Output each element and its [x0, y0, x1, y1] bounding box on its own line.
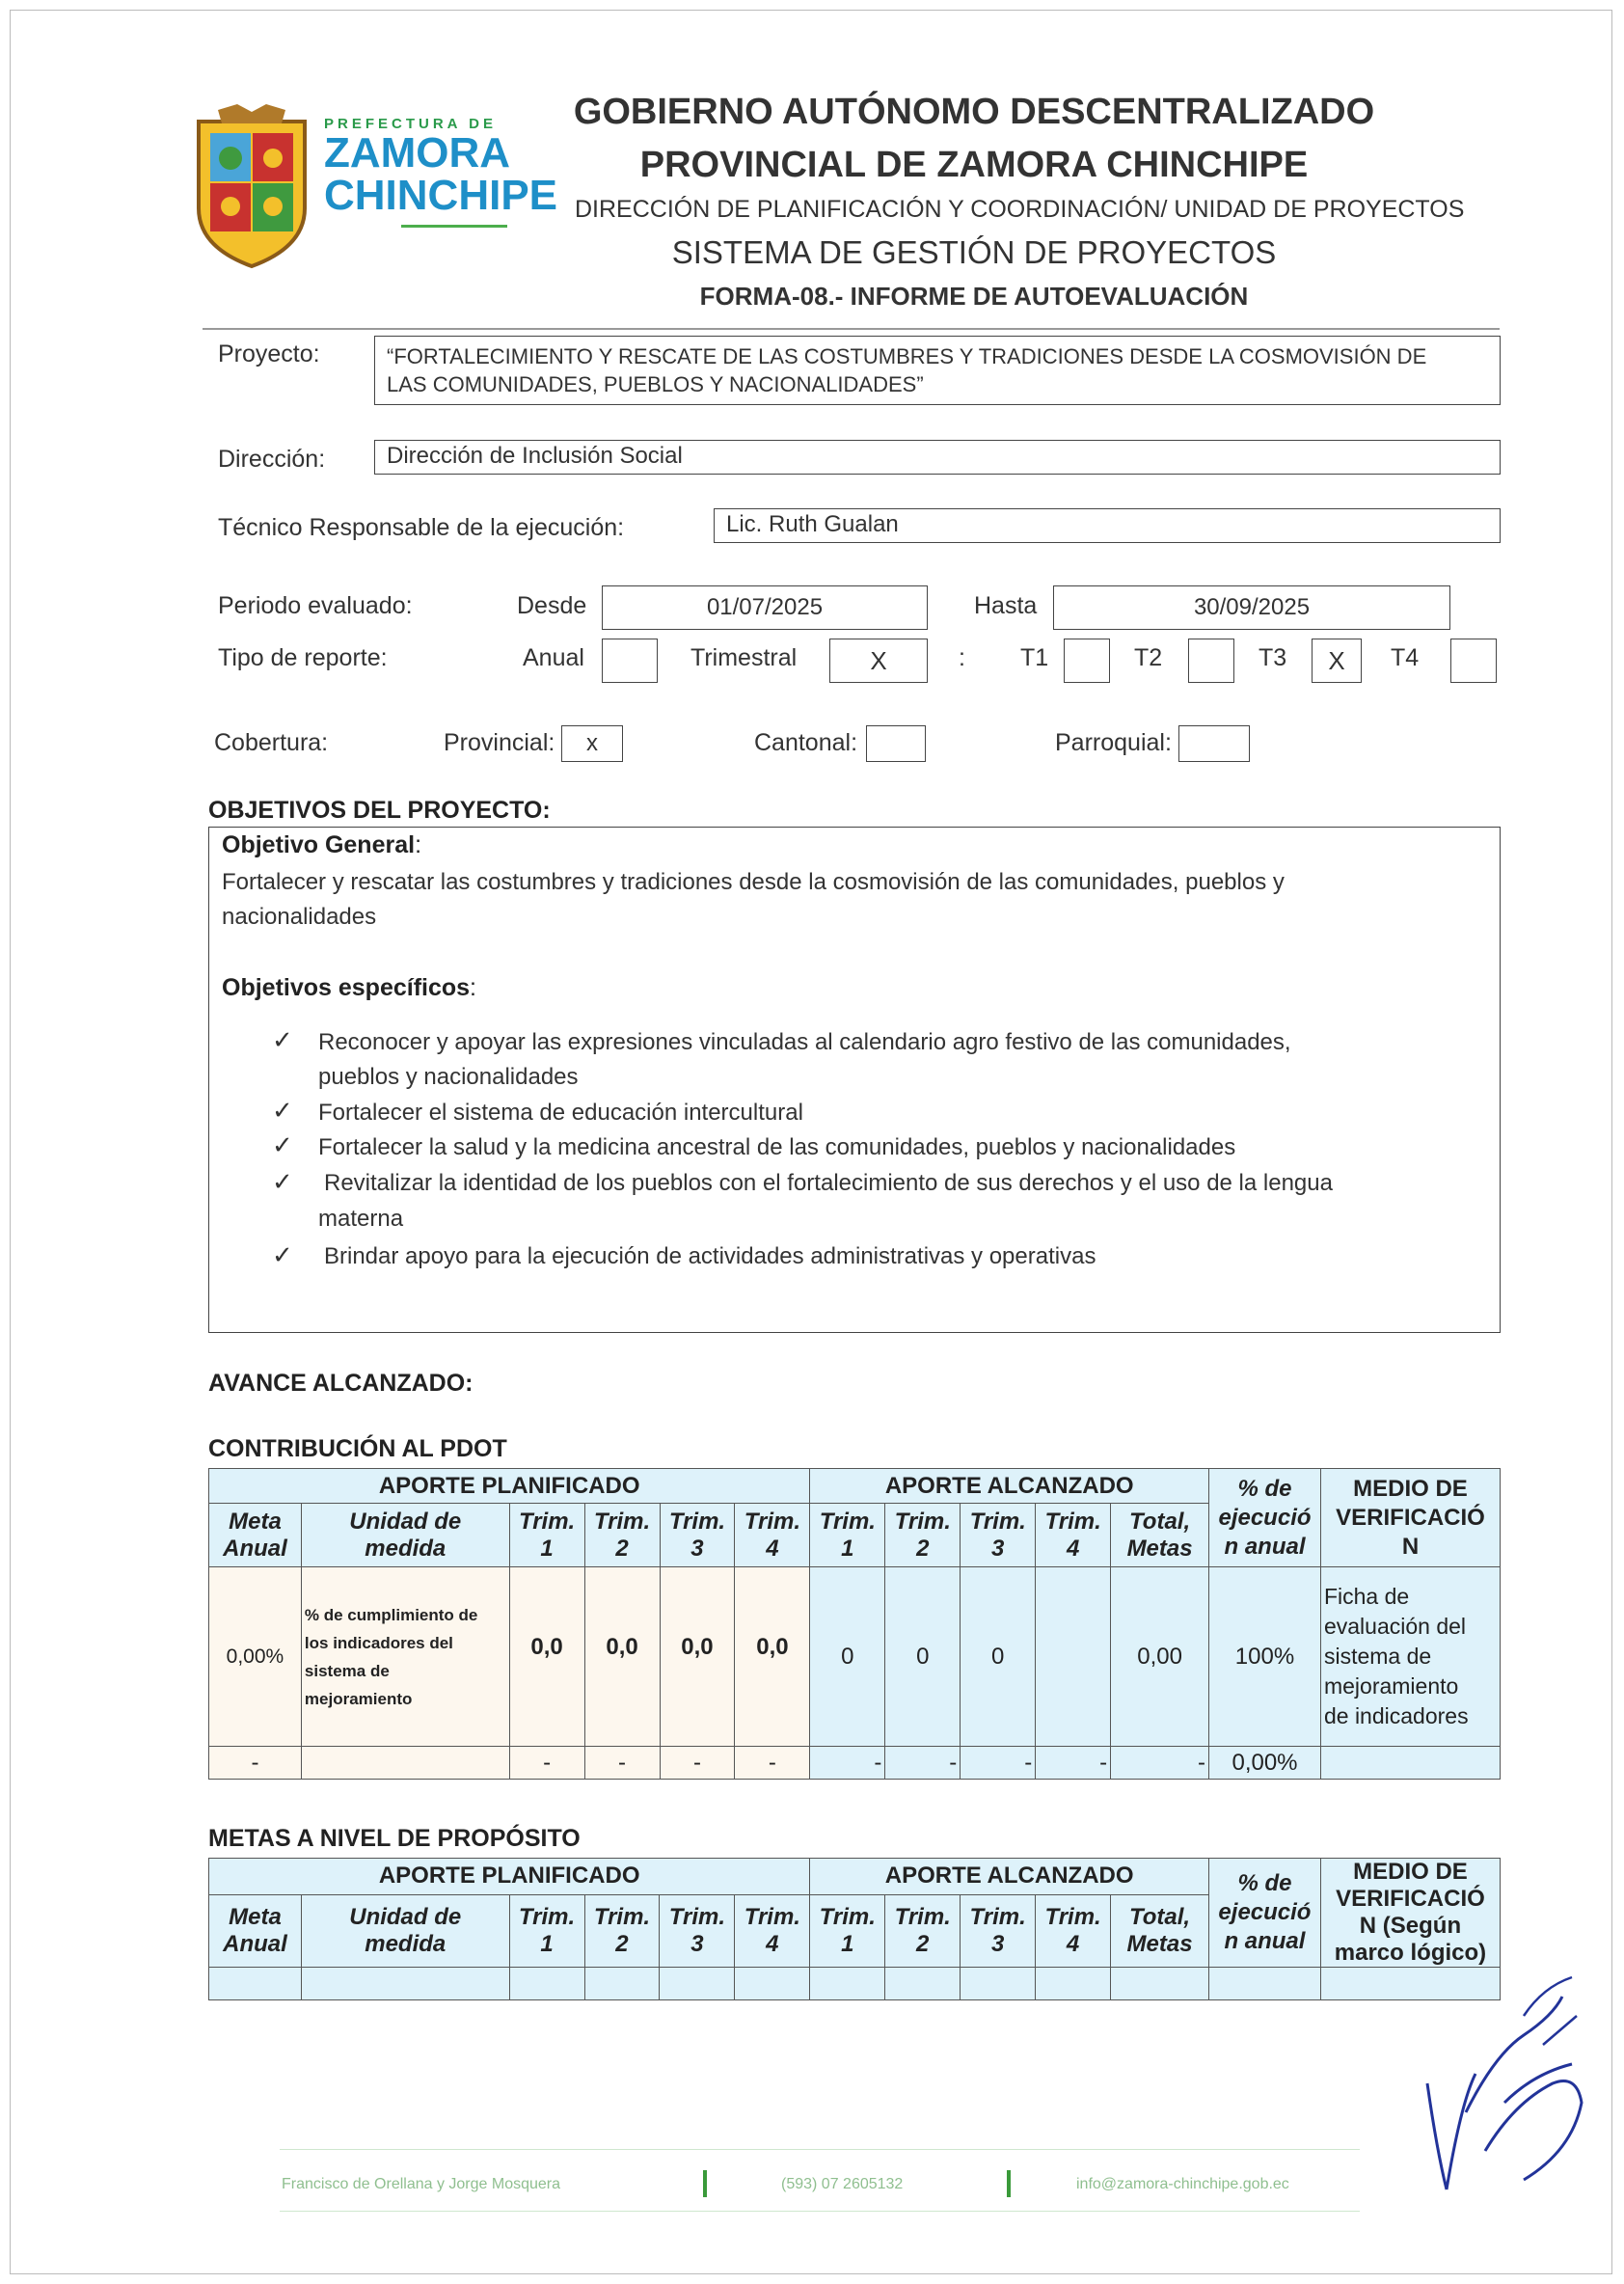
handwritten-signature [1408, 1958, 1601, 2209]
trim-label: Trim. [744, 1508, 801, 1535]
trim-number: 4 [1066, 1535, 1080, 1562]
prefectura-logo [189, 102, 314, 271]
objetivo-general-line-1: Fortalecer y rescatar las costumbres y tradiciones desde la cosmovisión de las comunidades, pueblos y [222, 869, 1285, 895]
cell-pct-ejecucion: 100% [1209, 1567, 1321, 1747]
cell-empty [1208, 1968, 1320, 2000]
cell-empty [584, 1968, 660, 2000]
header-alc-trim-2 [885, 1894, 961, 1967]
total-plan-4: - [735, 1747, 810, 1780]
trim-label: Trim. [819, 1903, 876, 1930]
objetivo-general-heading [222, 831, 421, 859]
brand-text [324, 116, 557, 228]
cell-alc-trim-4 [1036, 1567, 1111, 1747]
tipo-label: Tipo de reporte: [218, 644, 388, 671]
trim-label: Trim. [894, 1508, 951, 1535]
provincial-checkbox: x [561, 725, 623, 762]
table-row [209, 1968, 1501, 2000]
header-pct-b: ejecució [1218, 1899, 1312, 1925]
trim-number: 1 [540, 1535, 554, 1562]
trim-label: Trim. [668, 1903, 726, 1930]
trim-number: 3 [991, 1535, 1005, 1562]
trim-number: 4 [1066, 1930, 1080, 1957]
header-meta-b: Anual [223, 1930, 287, 1957]
header-subtitle: DIRECCIÓN DE PLANIFICACIÓN Y COORDINACIÓN/ UNIDAD DE PROYECTOS [575, 196, 1465, 223]
trim-number: 1 [540, 1930, 554, 1957]
unidad-line-4: mejoramiento [304, 1689, 413, 1708]
trim-number: 2 [916, 1535, 930, 1562]
header-meta-b: Anual [223, 1535, 287, 1562]
header-unidad-a: Unidad de [349, 1903, 462, 1930]
trim-number: 3 [690, 1535, 704, 1562]
desde-field: 01/07/2025 [602, 585, 928, 630]
header-alc-trim-4 [1036, 1894, 1111, 1967]
medio-line-1: Ficha de [1323, 1584, 1410, 1609]
cell-empty [810, 1968, 885, 2000]
header-total-metas [1111, 1894, 1209, 1967]
avance-title: AVANCE ALCANZADO: [208, 1370, 474, 1397]
trim-label: Trim. [593, 1508, 651, 1535]
objetivo-general-label: Objetivo General [222, 831, 416, 858]
trim-number: 4 [766, 1930, 779, 1957]
trim-number: 1 [841, 1535, 854, 1562]
proposito-table [208, 1858, 1501, 2000]
trim-label: Trim. [969, 1903, 1026, 1930]
table-row [209, 1567, 1501, 1747]
cell-plan-trim-3: 0,0 [660, 1567, 735, 1747]
header-total-b: Metas [1126, 1930, 1193, 1957]
total-alc-1: - [810, 1747, 885, 1780]
medio-line-5: de indicadores [1323, 1703, 1469, 1728]
header-alc-trim-1 [810, 1504, 885, 1567]
header-meta-a: Meta [229, 1508, 282, 1535]
anual-label: Anual [523, 644, 584, 671]
hasta-label: Hasta [974, 592, 1038, 619]
header-total-a: Total, [1128, 1903, 1191, 1930]
header-unidad-b: medida [365, 1535, 447, 1562]
proposito-title: METAS A NIVEL DE PROPÓSITO [208, 1825, 581, 1852]
header-medio-a: MEDIO DE [1353, 1475, 1468, 1502]
cell-alc-trim-3: 0 [961, 1567, 1036, 1747]
objetivo-item-4-line-1: Revitalizar la identidad de los pueblos con el fortalecimiento de sus derechos y el uso de la lengua [324, 1170, 1333, 1196]
check-icon: ✓ [272, 1130, 293, 1159]
periodo-label: Periodo evaluado: [218, 592, 413, 619]
header-medio-verificacion [1320, 1859, 1500, 1968]
header-alc-trim-2 [885, 1504, 961, 1567]
cell-empty [1036, 1968, 1111, 2000]
header-alc-trim-3 [961, 1504, 1036, 1567]
total-medio [1320, 1747, 1500, 1780]
unidad-line-3: sistema de [304, 1661, 390, 1680]
total-plan-1: - [509, 1747, 584, 1780]
cell-medio-verificacion [1320, 1567, 1500, 1747]
objetivo-item-1-line-2: pueblos y nacionalidades [318, 1064, 579, 1090]
table-row-total [209, 1747, 1501, 1780]
objetivos-especificos-heading [222, 974, 476, 1002]
cell-empty [301, 1968, 509, 2000]
header-pct-b: ejecució [1218, 1504, 1312, 1531]
tecnico-field: Lic. Ruth Gualan [714, 508, 1501, 543]
proyecto-line-2: LAS COMUNIDADES, PUEBLOS Y NACIONALIDADES” [387, 372, 924, 396]
header-pct-c: n anual [1224, 1533, 1306, 1560]
trim-number: 4 [766, 1535, 779, 1562]
total-alc-2: - [885, 1747, 961, 1780]
brand-line-1: ZAMORA [324, 129, 511, 177]
footer-separator [703, 2170, 707, 2197]
header-meta-anual [209, 1894, 302, 1967]
footer-address: Francisco de Orellana y Jorge Mosquera [282, 2176, 561, 2192]
header-unidad-b: medida [365, 1930, 447, 1957]
medio-line-3: sistema de [1323, 1644, 1432, 1669]
cell-empty [660, 1968, 735, 2000]
t2-checkbox [1188, 639, 1234, 683]
unidad-line-2: los indicadores del [304, 1633, 453, 1652]
header-pct-a: % de [1237, 1870, 1292, 1896]
desde-label: Desde [517, 592, 587, 619]
header-total-b: Metas [1126, 1535, 1193, 1562]
trim-label: Trim. [819, 1508, 876, 1535]
header-medio-b: VERIFICACIÓ [1336, 1504, 1485, 1531]
cobertura-label: Cobertura: [214, 729, 329, 756]
header-pct-ejecucion [1208, 1859, 1320, 1968]
cell-total-metas: 0,00 [1111, 1567, 1209, 1747]
header-medio-b: VERIFICACIÓ [1336, 1886, 1485, 1912]
trim-label: Trim. [593, 1903, 651, 1930]
direccion-label: Dirección: [218, 446, 326, 473]
trim-number: 1 [841, 1930, 854, 1957]
anual-checkbox [602, 639, 658, 683]
header-unidad-a: Unidad de [349, 1508, 462, 1535]
header-medio-a: MEDIO DE [1353, 1859, 1468, 1885]
trim-label: Trim. [894, 1903, 951, 1930]
header-alc-trim-1 [810, 1894, 885, 1967]
t1-label: T1 [1020, 644, 1049, 671]
cantonal-label: Cantonal: [754, 729, 858, 756]
cell-plan-trim-2: 0,0 [584, 1567, 660, 1747]
objetivos-especificos-label: Objetivos específicos [222, 974, 471, 1001]
brand-small: PREFECTURA DE [324, 116, 497, 132]
header-plan-trim-3 [660, 1894, 735, 1967]
trim-number: 2 [615, 1535, 629, 1562]
brand-line-2: CHINCHIPE [324, 172, 558, 219]
header-pct-ejecucion [1209, 1469, 1321, 1567]
total-alc-4: - [1036, 1747, 1111, 1780]
header-unidad-medida [301, 1894, 509, 1967]
parroquial-label: Parroquial: [1055, 729, 1172, 756]
tecnico-label: Técnico Responsable de la ejecución: [218, 514, 625, 541]
parroquial-checkbox [1178, 725, 1250, 762]
header-plan-trim-1 [509, 1894, 584, 1967]
total-metas: - [1111, 1747, 1209, 1780]
objetivo-item-1-line-1: Reconocer y apoyar las expresiones vinculadas al calendario agro festivo de las comunidades, [318, 1029, 1291, 1055]
header-title-2: PROVINCIAL DE ZAMORA CHINCHIPE [639, 145, 1309, 185]
header-form: FORMA-08.- INFORME DE AUTOEVALUACIÓN [699, 282, 1249, 311]
trimestral-checkbox: X [829, 639, 928, 683]
cell-empty [1111, 1968, 1209, 2000]
trim-label: Trim. [1044, 1508, 1101, 1535]
objetivos-especificos-colon: : [470, 974, 476, 1001]
header-medio-c: N [1401, 1533, 1420, 1560]
total-meta: - [209, 1747, 302, 1780]
objetivos-title: OBJETIVOS DEL PROYECTO: [208, 797, 551, 824]
header-medio-verificacion [1320, 1469, 1500, 1567]
header-medio-c: N (Según [1359, 1913, 1462, 1939]
check-icon: ✓ [272, 1025, 293, 1054]
medio-line-2: evaluación del [1323, 1614, 1467, 1639]
t3-checkbox: X [1312, 639, 1362, 683]
total-plan-3: - [660, 1747, 735, 1780]
check-icon: ✓ [272, 1096, 293, 1125]
header-aporte-alcanzado: APORTE ALCANZADO [810, 1859, 1209, 1895]
cell-unidad-medida [301, 1567, 509, 1747]
footer-line-bottom [280, 2211, 1360, 2212]
cell-empty [961, 1968, 1036, 2000]
header-total-metas [1111, 1504, 1209, 1567]
trim-number: 2 [916, 1930, 930, 1957]
header-medio-d: marco lógico) [1334, 1940, 1487, 1966]
footer-email: info@zamora-chinchipe.gob.ec [1076, 2176, 1289, 2192]
objetivo-item-5-line-1: Brindar apoyo para la ejecución de actividades administrativas y operativas [324, 1243, 1096, 1269]
header-plan-trim-3 [660, 1504, 735, 1567]
header-unidad-medida [301, 1504, 509, 1567]
cell-alc-trim-1: 0 [810, 1567, 885, 1747]
header-total-a: Total, [1129, 1508, 1191, 1535]
trim-label: Trim. [969, 1508, 1026, 1535]
medio-line-4: mejoramiento [1323, 1673, 1459, 1699]
t4-checkbox [1450, 639, 1497, 683]
proyecto-line-1: “FORTALECIMIENTO Y RESCATE DE LAS COSTUMBRES Y TRADICIONES DESDE LA COSMOVISIÓN DE [387, 344, 1427, 368]
header-aporte-planificado: APORTE PLANIFICADO [209, 1469, 810, 1504]
check-icon: ✓ [272, 1167, 293, 1196]
header-system: SISTEMA DE GESTIÓN DE PROYECTOS [671, 234, 1277, 270]
t1-checkbox [1064, 639, 1110, 683]
header-plan-trim-2 [584, 1894, 660, 1967]
trim-label: Trim. [1044, 1903, 1101, 1930]
cell-meta-anual: 0,00% [209, 1567, 302, 1747]
objetivo-general-colon: : [415, 831, 422, 858]
trim-number: 2 [615, 1930, 629, 1957]
cell-plan-trim-4: 0,0 [735, 1567, 810, 1747]
total-unidad [301, 1747, 509, 1780]
trim-number: 3 [990, 1930, 1005, 1957]
cell-empty [509, 1968, 584, 2000]
cell-alc-trim-2: 0 [885, 1567, 961, 1747]
header-title-1: GOBIERNO AUTÓNOMO DESCENTRALIZADO [573, 92, 1375, 132]
cell-empty [885, 1968, 961, 2000]
objetivo-general-line-2: nacionalidades [222, 904, 377, 930]
t2-label: T2 [1134, 644, 1163, 671]
brand-underline [401, 225, 507, 228]
footer-separator [1007, 2170, 1011, 2197]
header-aporte-alcanzado: APORTE ALCANZADO [810, 1469, 1209, 1504]
trim-label: Trim. [518, 1508, 576, 1535]
cell-empty [209, 1968, 302, 2000]
header-alc-trim-4 [1036, 1504, 1111, 1567]
header-pct-a: % de [1237, 1475, 1292, 1502]
unidad-line-1: % de cumplimiento de [304, 1605, 478, 1624]
proyecto-field [374, 336, 1501, 405]
hasta-field: 30/09/2025 [1053, 585, 1450, 630]
cell-plan-trim-1: 0,0 [509, 1567, 584, 1747]
proyecto-label: Proyecto: [218, 340, 320, 367]
header-plan-trim-1 [509, 1504, 584, 1567]
cell-empty [735, 1968, 810, 2000]
check-icon: ✓ [272, 1240, 293, 1269]
objetivo-item-2-line-1: Fortalecer el sistema de educación intercultural [318, 1100, 803, 1126]
t4-label: T4 [1391, 644, 1420, 671]
header-plan-trim-4 [735, 1894, 810, 1967]
header-meta-anual [209, 1504, 302, 1567]
total-alc-3: - [961, 1747, 1036, 1780]
total-plan-2: - [584, 1747, 660, 1780]
total-pct: 0,00% [1209, 1747, 1321, 1780]
pdot-title: CONTRIBUCIÓN AL PDOT [208, 1435, 507, 1462]
direccion-field: Dirección de Inclusión Social [374, 440, 1501, 475]
cantonal-checkbox [866, 725, 926, 762]
header-aporte-planificado: APORTE PLANIFICADO [209, 1859, 810, 1895]
header-alc-trim-3 [961, 1894, 1036, 1967]
t3-label: T3 [1259, 644, 1287, 671]
trim-label: Trim. [668, 1508, 726, 1535]
header-meta-a: Meta [229, 1903, 282, 1930]
header-divider [203, 328, 1500, 330]
objetivo-item-3-line-1: Fortalecer la salud y la medicina ancestral de las comunidades, pueblos y nacionalidades [318, 1134, 1236, 1160]
trim-label: Trim. [744, 1903, 800, 1930]
trimestral-label: Trimestral [690, 644, 798, 671]
header-plan-trim-2 [584, 1504, 660, 1567]
header-plan-trim-4 [735, 1504, 810, 1567]
tipo-colon: : [959, 644, 965, 671]
pdot-table [208, 1468, 1501, 1780]
trim-number: 3 [690, 1930, 704, 1957]
objetivo-item-4-line-2: materna [318, 1206, 404, 1232]
header-pct-c: n anual [1224, 1928, 1306, 1954]
footer-phone: (593) 07 2605132 [781, 2176, 904, 2192]
provincial-label: Provincial: [444, 729, 555, 756]
trim-label: Trim. [518, 1903, 576, 1930]
footer-line-top [280, 2149, 1360, 2150]
